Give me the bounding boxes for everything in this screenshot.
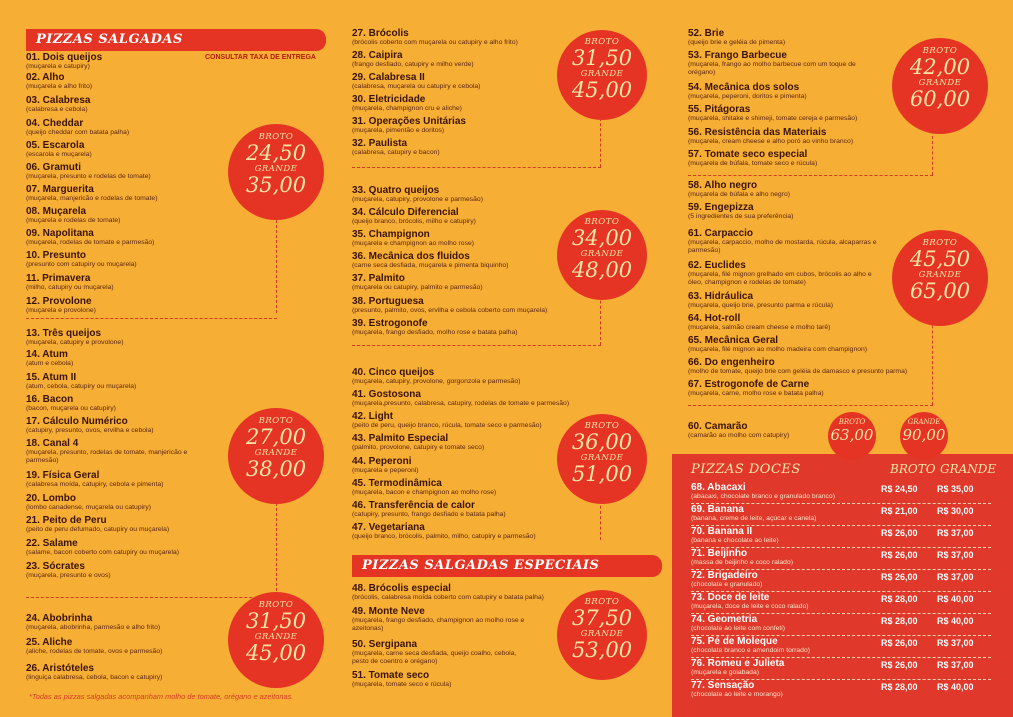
item-description: (muçarela de búfala e alho negro) [688,191,791,198]
menu-item [688,357,988,376]
item-title: 42. Light [352,411,394,422]
broto-price: R$ 26,00 [881,550,918,560]
item-description: (chocolate ao leite e morango) [691,691,783,698]
item-title: 55. Pitágoras [688,104,751,115]
item-title: 45. Termodinâmica [352,478,442,489]
doces-row [691,636,991,655]
item-title: 14. Atum [26,349,68,360]
item-description: (escarola e muçarela) [26,151,92,158]
item-title: 06. Gramuti [26,162,82,173]
item-description: (presunto com catupiry ou muçarela) [26,261,137,268]
menu-item [352,185,662,204]
item-title: 31. Operações Unitárias [352,116,466,127]
item-description: (atum e cebola) [26,360,74,367]
item-description: (brócolis coberto com muçarela ou catupiry e alho frito) [352,39,518,46]
menu-item [26,95,326,114]
item-description: (muçarela, tomate seco e rúcula) [352,681,452,688]
item-title: 32. Paulista [352,138,408,149]
grande-price: R$ 37,00 [937,660,974,670]
item-title: 34. Cálculo Diferencial [352,207,459,218]
item-description: (presunto, palmito, ovos, ervilha e cebola coberto com muçarela) [352,307,548,314]
connector [26,318,277,319]
item-title: 50. Sergipana [352,639,418,650]
item-description: (banana e chocolate ao leite) [691,537,779,544]
item-description: (muçarela, rodelas de tomate e parmesão) [26,239,155,246]
broto-price: R$ 26,00 [881,528,918,538]
price-circle [892,38,988,134]
broto-label: BROTO [584,421,620,432]
item-description: (muçarela e champignon ao molho rose) [352,240,475,247]
grande-label: GRANDE [580,629,624,640]
item-title: 04. Cheddar [26,118,84,129]
item-title: 22. Salame [26,538,78,549]
item-title: 36. Mecânica dos fluidos [352,251,470,262]
doces-panel [672,454,1013,717]
item-title: 72. Brigadeiro [691,570,758,581]
item-description: (muçarela, shitake e shimeji, tomate cereja e parmesão) [688,115,858,122]
item-description: (bacon, muçarela ou catupiry) [26,405,116,412]
broto-price: R$ 26,00 [881,572,918,582]
broto-price: 42,00 [909,54,971,79]
item-title: 28. Caipira [352,50,403,61]
item-title: 66. Do engenheiro [688,357,775,368]
broto-price: R$ 28,00 [881,594,918,604]
menu-item [26,538,326,557]
price-circle-small [900,412,948,460]
item-title: 11. Primavera [26,273,91,284]
size-label: GRANDE [907,418,941,426]
broto-price: 31,50 [571,46,633,71]
menu-item [352,138,662,157]
item-description: (queijo cheddar com batata palha) [26,129,130,136]
grande-label: GRANDE [580,69,624,80]
item-title: 58. Alho negro [688,180,758,191]
menu-item [26,328,326,347]
menu-item [26,561,326,580]
doces-row [691,482,991,501]
item-description: (muçarela e rodelas de tomate) [26,217,121,224]
doces-broto-header: BROTO [890,462,936,476]
item-description: (salame, bacon coberto com catupiry ou muçarela) [26,549,179,556]
menu-item [26,296,326,315]
menu-item [352,367,662,386]
item-description: (muçarela, catupiry, provolone e parmesão) [352,196,483,203]
item-title: 38. Portuguesa [352,296,424,307]
item-description: (carne seca desfiada, muçarela e pimenta biquinho) [352,262,509,269]
item-description: (muçarela, carne, molho rose e batata palha) [688,390,824,397]
salgadas-banner: PIZZAS SALGADAS [26,29,326,51]
menu-item [688,379,988,398]
item-description: (milho, catupiry ou muçarela) [26,284,114,291]
item-title: 77. Sensação [691,680,755,691]
item-title: 70. Banana II [691,526,753,537]
item-title: 33. Quatro queijos [352,185,440,196]
doces-row [691,526,991,545]
item-description: (lombo canadense, muçarela ou catupiry) [26,504,152,511]
grande-label: GRANDE [918,77,962,88]
grande-price: 48,00 [571,258,633,283]
broto-label: BROTO [584,217,620,228]
menu-item [26,72,326,91]
doces-grande-header: GRANDE [940,462,997,476]
item-description: (muçarela, catupiry e provolone) [26,339,124,346]
item-description: (calabresa, catupiry e bacon) [352,149,440,156]
item-description: (muçarela, catupiry, provolone, gorgonzola e parmesão) [352,378,521,385]
menu-item [352,500,662,519]
item-description: (muçarela,presunto, calabresa, catupiry, rodelas de tomate e parmesão) [352,400,570,407]
item-description: (queijo brie e geléia de pimenta) [688,39,786,46]
item-title: 74. Geometria [691,614,758,625]
broto-label: BROTO [258,131,294,142]
item-title: 54. Mecânica dos solos [688,82,800,93]
grande-price: 45,00 [245,640,307,665]
item-title: 03. Calabresa [26,95,91,106]
item-title: 37. Palmito [352,273,405,284]
item-title: 25. Aliche [26,637,73,648]
item-title: 10. Presunto [26,250,87,261]
price-circle-small [828,412,876,460]
menu-item [352,318,662,337]
item-description: (muçarela, frango desfiado, molho rose e batata palha) [352,329,518,336]
item-title: 47. Vegetariana [352,522,425,533]
grande-price: R$ 30,00 [937,506,974,516]
item-description: (palmito, provolone, catupiry e tomate seco) [352,444,485,451]
item-title: 60. Camarão [688,421,748,432]
item-title: 67. Estrogonofe de Carne [688,379,810,390]
item-description: (peito de peru defumado, catupiry ou muçarela) [26,526,170,533]
item-description: (muçarela, manjericão e rodelas de tomate) [26,195,158,202]
grande-label: GRANDE [254,631,298,642]
item-title: 51. Tomate seco [352,670,430,681]
broto-price: R$ 28,00 [881,616,918,626]
item-title: 05. Escarola [26,140,85,151]
price-circle [892,230,988,326]
item-title: 73. Doce de leite [691,592,770,603]
connector [26,597,277,598]
item-description: (molho de tomate, queijo brie com geléia de damasco e presunto parma) [688,368,908,375]
connector [352,345,601,346]
broto-label: BROTO [922,237,958,248]
grande-price: 45,00 [571,78,633,103]
item-description: (muçarela e alho frito) [26,83,93,90]
item-description: (muçarela e goiabada) [691,669,760,676]
item-description: (muçarela ou catupiry, palmito e parmesão) [352,284,483,291]
item-description: (chocolate ao leite com confeti) [691,625,786,632]
item-title: 48. Brócolis especial [352,583,451,594]
broto-price: R$ 28,00 [881,682,918,692]
doces-row [691,570,991,589]
broto-price: R$ 26,00 [881,638,918,648]
item-title: 64. Hot-roll [688,313,741,324]
menu-item [688,335,988,354]
price-circle [557,590,647,680]
grande-price: 35,00 [245,172,307,197]
doces-row [691,592,991,611]
item-title: 01. Dois queijos [26,52,103,63]
footnote: *Todas as pizzas salgadas acompanham molho de tomate, orégano e azeitonas. [29,692,294,701]
item-title: 23. Sócrates [26,561,85,572]
broto-price: 45,50 [909,246,971,271]
grande-price: R$ 37,00 [937,572,974,582]
item-description: (abacaxi, chocolate branco e granulado branco) [691,493,835,500]
item-title: 02. Alho [26,72,65,83]
broto-price: 36,00 [571,430,633,455]
item-title: 16. Bacon [26,394,74,405]
doces-row [691,548,991,567]
doces-row [691,614,991,633]
broto-price: R$ 26,00 [881,660,918,670]
broto-price: 24,50 [245,140,307,165]
item-title: 27. Brócolis [352,28,409,39]
item-title: 56. Resistência das Materiais [688,127,827,138]
grande-price: R$ 37,00 [937,550,974,560]
grande-label: GRANDE [580,453,624,464]
grande-price: 65,00 [909,278,971,303]
especiais-banner: PIZZAS SALGADAS ESPECIAIS [352,555,662,577]
grande-label: GRANDE [918,269,962,280]
item-title: 29. Calabresa II [352,72,425,83]
grande-label: GRANDE [254,447,298,458]
item-description: (chocolate e granulado) [691,581,763,588]
item-title: 39. Estrogonofe [352,318,428,329]
item-title: 09. Napolitana [26,228,94,239]
grande-label: GRANDE [580,249,624,260]
item-description: (muçarela, frango desfiado, champignon ao molho rose e azeitonas) [352,617,525,632]
item-title: 30. Eletricidade [352,94,426,105]
item-description: (muçarela e peperoni) [352,467,419,474]
item-title: 75. Pé de Moleque [691,636,778,647]
menu-item [352,116,662,135]
item-title: 44. Peperoni [352,456,412,467]
item-title: 40. Cinco queijos [352,367,435,378]
item-description: (calabresa e cebola) [26,106,88,113]
size-price: 90,00 [902,426,946,444]
item-description: (muçarela, abobrinha, parmesão e alho frito) [26,624,161,631]
item-description: (muçarela, cream cheese e alho poró ao vinho branco) [688,138,854,145]
item-title: 76. Romeu e Julieta [691,658,785,669]
item-title: 19. Física Geral [26,470,100,481]
item-description: (chocolate branco e amendoim torrado) [691,647,811,654]
item-description: (muçarela, peperoni, doritos e pimenta) [688,93,807,100]
item-title: 53. Frango Barbecue [688,50,787,61]
menu-item [352,522,662,541]
item-description: (catupiry, presunto, ovos, ervilha e cebola) [26,427,154,434]
broto-label: BROTO [258,599,294,610]
price-circle [228,408,324,504]
item-title: 52. Brie [688,28,725,39]
menu-item [26,250,326,269]
broto-price: R$ 24,50 [881,484,918,494]
size-price: 63,00 [830,426,874,444]
price-circle [228,592,324,688]
item-description: (muçarela, carne seca desfiada, queijo coalho, cebola, pesto de coentro e orégano) [352,650,517,665]
item-description: (banana, creme de leite, açúcar e canela) [691,515,817,522]
broto-label: BROTO [584,37,620,48]
item-title: 17. Cálculo Numérico [26,416,128,427]
broto-price: 34,00 [571,226,633,251]
connector [352,167,601,168]
item-description: (peito de peru, queijo branco, rúcula, tomate seco e parmesão) [352,422,542,429]
item-description: (muçarela, presunto e ovos) [26,572,111,579]
item-description: (muçarela e catupiry) [26,63,90,70]
item-description: (calabresa moída, catupiry, cebola e pimenta) [26,481,164,488]
item-description: (muçarela, bacon e champignon ao molho rose) [352,489,497,496]
item-title: 24. Abobrinha [26,613,93,624]
broto-label: BROTO [922,45,958,56]
grande-price: 38,00 [245,456,307,481]
grande-label: GRANDE [254,163,298,174]
item-title: 62. Euclides [688,260,746,271]
menu-item [26,228,326,247]
item-title: 65. Mecânica Geral [688,335,779,346]
menu-item [688,180,988,199]
grande-price: R$ 35,00 [937,484,974,494]
item-title: 68. Abacaxi [691,482,746,493]
item-title: 18. Canal 4 [26,438,79,449]
broto-price: R$ 21,00 [881,506,918,516]
item-title: 43. Palmito Especial [352,433,449,444]
item-title: 49. Monte Neve [352,606,425,617]
item-title: 46. Transferência de calor [352,500,475,511]
item-title: 20. Lombo [26,493,77,504]
item-description: (muçarela, frango ao molho barbecue com um toque de orégano) [688,61,856,76]
item-title: 69. Banana [691,504,744,515]
item-description: (muçarela, doce de leite e coco ralado) [691,603,809,610]
item-description: (muçarela, filé mignon grelhado em cubos, brócolis ao alho e óleo, champignon e rodelas de tomate) [688,271,872,286]
item-description: (muçarela, carpaccio, molho de mostarda, rúcula, alcaparras e parmesão) [688,239,877,254]
doces-row [691,504,991,523]
grande-price: R$ 40,00 [937,594,974,604]
menu-item [26,349,326,368]
size-label: BROTO [838,418,866,426]
item-title: 08. Muçarela [26,206,87,217]
item-description: (massa de beijinho e coco ralado) [691,559,794,566]
broto-label: BROTO [258,415,294,426]
item-description: (muçarela, filé mignon ao molho madeira com champignon) [688,346,868,353]
doces-row [691,658,991,677]
item-description: (muçarela e provolone) [26,307,96,314]
item-title: 12. Provolone [26,296,92,307]
item-description: (queijo branco, brócolis, milho e catupiry) [352,218,476,225]
broto-price: 31,50 [245,608,307,633]
item-description: (atum, cebola, catupiry ou muçarela) [26,383,137,390]
item-title: 15. Atum II [26,372,77,383]
item-description: (muçarela, pimentão e doritos) [352,127,445,134]
item-description: (muçarela, champignon cru e aliche) [352,105,462,112]
menu-item [26,515,326,534]
item-description: (linguiça calabresa, cebola, bacon e catupiry) [26,674,163,681]
doces-row [691,680,991,699]
broto-price: 37,50 [571,606,633,631]
grande-price: R$ 37,00 [937,528,974,538]
item-title: 59. Engepizza [688,202,754,213]
menu-item [26,372,326,391]
item-title: 35. Champignon [352,229,430,240]
item-title: 21. Peito de Peru [26,515,107,526]
item-description: (frango desfiado, catupiry e milho verde) [352,61,474,68]
item-description: (aliche, rodelas de tomate, ovos e parmesão) [26,648,163,655]
item-title: 61. Carpaccio [688,228,754,239]
item-description: (5 ingredientes de sua preferência) [688,213,794,220]
item-description: (muçarela, presunto, rodelas de tomate, manjericão e parmesão) [26,449,188,464]
grande-price: 60,00 [909,86,971,111]
grande-price: 53,00 [571,638,633,663]
item-title: 41. Gostosona [352,389,421,400]
menu-item [26,273,326,292]
price-circle [557,210,647,300]
connector [688,175,933,176]
item-title: 13. Três queijos [26,328,102,339]
item-title: 26. Aristóteles [26,663,94,674]
grande-price: R$ 37,00 [937,638,974,648]
broto-label: BROTO [584,597,620,608]
item-description: (muçarela, presunto e rodelas de tomate) [26,173,151,180]
price-circle [228,124,324,220]
menu-item [688,202,988,221]
item-description: (queijo branco, brócolis, palmito, milho, catupiry e parmesão) [352,533,536,540]
broto-price: 27,00 [245,424,307,449]
grande-price: 51,00 [571,462,633,487]
price-circle [557,414,647,504]
item-description: (brócolis, calabresa moída coberto com catupiry e batata palha) [352,594,544,601]
item-title: 71. Beijinho [691,548,748,559]
item-description: (muçarela de búfala, tomate seco e rúcula) [688,160,818,167]
item-title: 57. Tomate seco especial [688,149,808,160]
grande-price: R$ 40,00 [937,682,974,692]
menu-item [352,389,662,408]
item-description: (calabresa, muçarela ou catupiry e cebola) [352,83,481,90]
item-title: 07. Marguerita [26,184,94,195]
item-description: (muçarela, salmão cream cheese e molho tarê) [688,324,831,331]
menu-item [26,52,326,71]
price-circle [557,30,647,120]
item-description: (muçarela, queijo brie, presunto parma e rúcula) [688,302,834,309]
item-description: (catupiry, presunto, frango desfiado e batata palha) [352,511,506,518]
menu-item [352,296,662,315]
doces-title: PIZZAS DOCES [691,462,801,477]
grande-price: R$ 40,00 [937,616,974,626]
item-description: (camarão ao molho com catupiry) [688,432,790,439]
delivery-note: CONSULTAR TAXA DE ENTREGA [205,54,316,61]
menu-item [688,149,988,168]
connector [688,405,933,406]
item-title: 63. Hidráulica [688,291,754,302]
